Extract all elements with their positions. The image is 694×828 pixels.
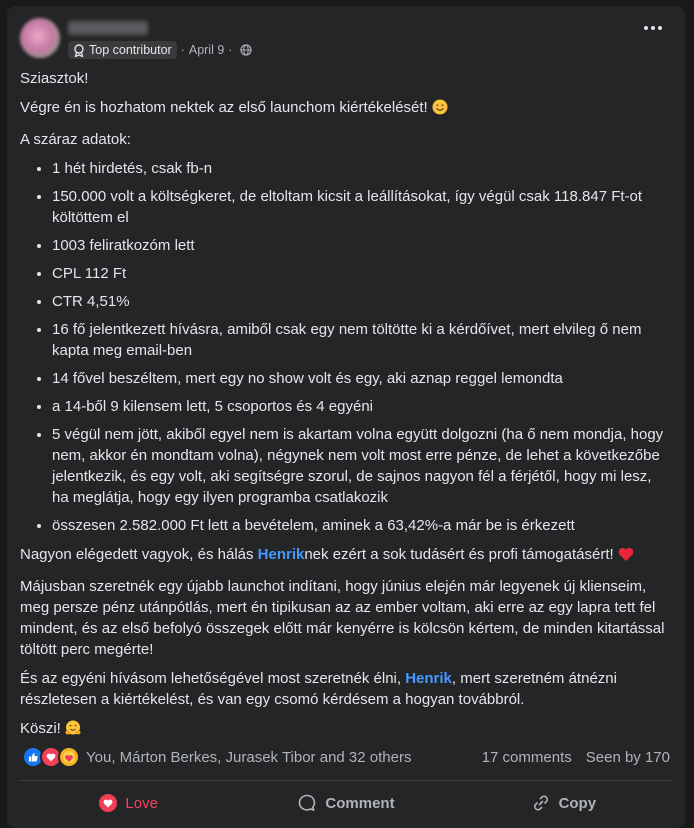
list-item: • 150.000 volt a költségkeret, de eltoltam kicsit a leállításokat, így végül csak 118.847 Ft-ot költöttem el [52,186,670,228]
closing-text: Köszi! [20,720,61,737]
contributor-badge-icon [73,44,85,57]
list-item: • összesen 2.582.000 Ft lett a bevételem, aminek a 63,42%-a már be is érkezett [52,515,670,536]
hugging-face-emoji-icon [65,720,81,742]
comment-button[interactable] [237,784,454,822]
data-list [20,158,670,536]
closing-paragraph [20,718,670,742]
thanks-paragraph [20,544,670,568]
call-text-after: , mert szeretném átnézni részletesen a kiértékelést, és van egy csomó kérdésem a hogyan továbbról. [20,670,617,708]
list-item: • 14 fővel beszéltem, mert egy no show volt és egy, aki aznap reggel lemondta [52,368,670,389]
post-actions [20,784,672,822]
thanks-text-after: nek ezért a sok tudásért és profi támogatásért! [304,546,614,563]
care-reaction-icon [58,746,80,768]
meta-separator: · [180,43,185,57]
author-name[interactable] [68,21,148,35]
red-heart-emoji-icon [618,547,634,568]
list-item: • a 14-ből 9 kilensem lett, 5 csoportos és 4 egyéni [52,396,670,417]
mention-henrik-2[interactable]: Henrik [405,670,452,687]
comments-count[interactable]: 17 comments [481,748,572,766]
top-contributor-badge[interactable] [68,41,177,59]
thanks-text-before: Nagyon elégedett vagyok, és hálás [20,546,258,563]
post-body [20,68,670,750]
globe-icon [240,44,252,56]
seen-count[interactable]: Seen by 170 [585,748,670,766]
reaction-stats [22,746,670,768]
more-options-icon[interactable] [644,26,662,30]
link-icon [531,793,551,813]
reaction-icons[interactable] [22,746,80,768]
love-button[interactable] [20,784,237,822]
list-item: • 16 fő jelentkezett hívásra, amiből csak egy nem töltötte ki a kérdőívet, mert elvileg ő nem kapta meg email-ben [52,319,670,361]
post-meta [68,41,252,59]
list-item: • 1003 feliratkozóm lett [52,235,670,256]
post-card [7,6,685,828]
intro-text: Végre én is hozhatom nektek az első launchom kiértékelését! [20,99,428,116]
comment-icon [297,793,317,813]
list-item: • CTR 4,51% [52,291,670,312]
intro-paragraph [20,97,670,121]
love-label: Love [125,794,158,812]
list-item: • CPL 112 Ft [52,263,670,284]
copy-label: Copy [558,794,597,812]
post-header [20,18,672,64]
data-heading: A száraz adatok: [20,131,131,148]
plans-paragraph: Májusban szeretnék egy újabb launchot indítani, hogy június elején már legyenek új klienseim, meg persze pénz utánpótlás, mert én tipikusan az az ember voltam, aki erre az egy lapra tett fel mindent, és az első befolyó összegek előtt már kenyérre is kölcsön kértem, de minden kitartással töltött perc megérte! [20,578,665,658]
smiling-face-emoji-icon [432,99,448,121]
avatar[interactable] [20,18,60,58]
list-item: • 5 végül nem jött, akiből egyel nem is akartam volna együtt dolgozni (ha ő nem mondja, hogy nem, akkor én mondtam volna), négynek nem volt most erre pénze, de lehet a következőbe jelentkezik, és egy volt, aki segítségre szorul, de sajnos nagyon fél a férjétől, hogy mi lesz, ha meglátja, hogy egy ilyen programba csatlakozik [52,424,670,508]
comment-label: Comment [325,794,395,812]
meta-separator-2: · [228,43,233,57]
reactors-text[interactable]: You, Márton Berkes, Jurasek Tibor and 32 others [86,748,412,766]
greeting: Sziasztok! [20,70,89,87]
stats-right [482,749,670,766]
actions-divider [20,780,672,781]
post-date[interactable]: April 9 [188,43,225,57]
copy-button[interactable] [455,784,672,822]
mention-henrik[interactable]: Henrik [257,546,305,563]
badge-label: Top contributor [89,43,172,57]
love-icon [99,794,117,812]
call-paragraph [20,668,670,710]
list-item: • 1 hét hirdetés, csak fb-n [52,158,670,179]
call-text-before: És az egyéni hívásom lehetőségével most szeretnék élni, [20,670,406,687]
